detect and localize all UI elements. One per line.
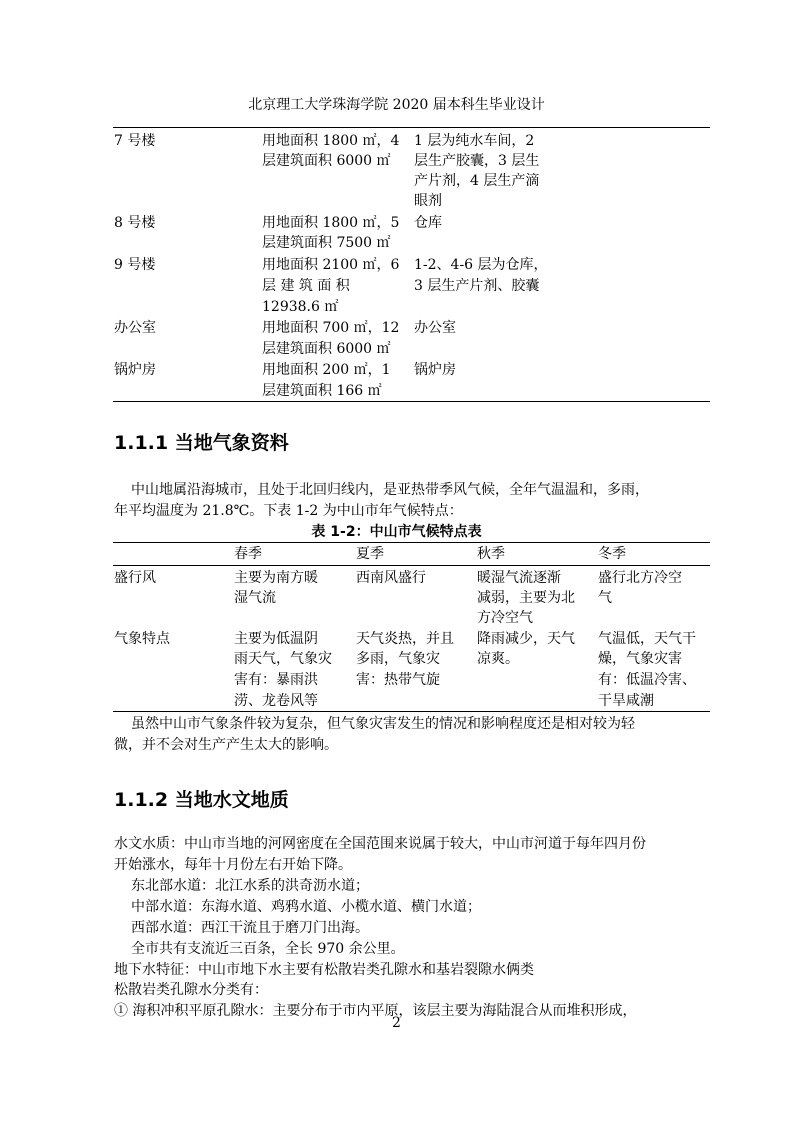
- table-bottom-rule: [113, 711, 710, 712]
- table-row-use: 仓库: [414, 215, 442, 231]
- table-cell: 湿气流: [234, 590, 276, 606]
- table-row-area: 12938.6 ㎡: [262, 299, 339, 315]
- page-number: 2: [392, 1015, 401, 1031]
- table-row-area: 层 建 筑 面 积: [262, 278, 350, 294]
- table-row-area: 用地面积 1800 ㎡，5: [262, 215, 400, 231]
- table-cell: 雨天气，气象灾: [234, 651, 332, 667]
- paragraph-line: 虽然中山市气象条件较为复杂，但气象灾害发生的情况和影响程度还是相对较为轻: [131, 716, 635, 732]
- paragraph-line: 开始涨水，每年十月份左右开始下降。: [114, 857, 352, 873]
- table-cell: 降雨减少，天气: [477, 631, 575, 647]
- table-row-area: 层建筑面积 7500 ㎡: [262, 235, 391, 251]
- table-cell: 干旱咸潮: [598, 693, 654, 709]
- table-row-area: 层建筑面积 6000 ㎡: [262, 341, 391, 357]
- table-cell: 多雨，气象灾: [356, 651, 440, 667]
- paragraph-line: 中山地属沿海城市，且处于北回归线内，是亚热带季风气候，全年气温温和，多雨，: [131, 482, 649, 498]
- section-heading: 1.1.2 当地水文地质: [114, 789, 289, 811]
- paragraph-line: 松散岩类孔隙水分类有：: [114, 982, 268, 998]
- paragraph-line: 地下水特征：中山市地下水主要有松散岩类孔隙水和基岩裂隙水俩类: [114, 962, 534, 978]
- section-heading: 1.1.1 当地气象资料: [114, 432, 289, 454]
- table-row-area: 用地面积 1800 ㎡，4: [262, 133, 400, 149]
- header-rule: [113, 565, 710, 566]
- paragraph-line: 中部水道：东海水道、鸡鸦水道、小榄水道、横门水道；: [131, 899, 481, 915]
- row-label: 盛行风: [114, 570, 156, 586]
- column-header: 秋季: [477, 546, 505, 562]
- table-row-area: 用地面积 200 ㎡，1: [262, 362, 391, 378]
- table-row-use: 眼剂: [414, 193, 442, 209]
- table-cell: 气: [598, 590, 612, 606]
- column-header: 冬季: [598, 546, 626, 562]
- paragraph-line: 水文水质：中山市当地的河网密度在全国范围来说属于较大，中山市河道于每年四月份: [114, 836, 646, 852]
- column-header: 春季: [234, 546, 262, 562]
- table-cell: 西南风盛行: [356, 570, 426, 586]
- table-cell: 暖湿气流逐渐: [477, 570, 561, 586]
- table-row-use: 办公室: [414, 320, 456, 336]
- table-cell: 燥，气象灾害: [598, 651, 682, 667]
- header-rule: [113, 127, 710, 128]
- paragraph-line: 年平均温度为 21.8℃。下表 1-2 为中山市年气候特点：: [114, 503, 463, 519]
- table-row-area: 用地面积 700 ㎡，12: [262, 320, 400, 336]
- table-top-rule: [113, 542, 710, 543]
- column-header: 夏季: [356, 546, 384, 562]
- paragraph-line: 全市共有支流近三百条，全长 970 余公里。: [131, 941, 405, 957]
- table-row-use: 1 层为纯水车间，2: [414, 133, 535, 149]
- table-row-area: 层建筑面积 6000 ㎡: [262, 153, 391, 169]
- table-cell: 气温低，天气干: [598, 631, 696, 647]
- table-row-area: 层建筑面积 166 ㎡: [262, 383, 382, 399]
- table-bottom-rule: [113, 401, 710, 402]
- table-row-use: 锅炉房: [414, 362, 456, 378]
- table-row-use: 3 层生产片剂、胶囊: [414, 278, 540, 294]
- table-cell: 减弱，主要为北: [477, 590, 575, 606]
- table-cell: 主要为南方暖: [234, 570, 318, 586]
- paragraph-line: ① 海积冲积平原孔隙水：主要分布于市内平原，该层主要为海陆混合从而堆积形成，: [114, 1003, 637, 1019]
- table-cell: 盛行北方冷空: [598, 570, 682, 586]
- table-row-name: 办公室: [114, 320, 156, 336]
- table-row-use: 1-2、4-6 层为仓库，: [414, 257, 548, 273]
- table-row-area: 用地面积 2100 ㎡，6: [262, 257, 400, 273]
- table-cell: 害有：暴雨洪: [234, 672, 318, 688]
- table-cell: 害：热带气旋: [356, 672, 440, 688]
- table-cell: 主要为低温阴: [234, 631, 318, 647]
- table-row-use: 层生产胶囊，3 层生: [414, 153, 540, 169]
- table-row-name: 9 号楼: [114, 257, 156, 273]
- paragraph-line: 微，并不会对生产产生太大的影响。: [114, 737, 338, 753]
- table-row-name: 锅炉房: [114, 362, 156, 378]
- table-cell: 方冷空气: [477, 610, 533, 626]
- row-label: 气象特点: [114, 631, 170, 647]
- table-cell: 天气炎热，并且: [356, 631, 454, 647]
- table-cell: 涝、龙卷风等: [234, 693, 318, 709]
- table-cell: 凉爽。: [477, 651, 519, 667]
- table-row-name: 8 号楼: [114, 215, 156, 231]
- table-row-use: 产片剂，4 层生产滴: [414, 173, 540, 189]
- table-cell: 有：低温冷害、: [598, 672, 696, 688]
- paragraph-line: 东北部水道：北江水系的洪奇沥水道；: [131, 878, 369, 894]
- table-row-name: 7 号楼: [114, 133, 156, 149]
- page-header: 北京理工大学珠海学院 2020 届本科生毕业设计: [248, 97, 545, 113]
- table-caption: 表 1-2：中山市气候特点表: [311, 524, 482, 540]
- paragraph-line: 西部水道：西江干流且于磨刀门出海。: [131, 920, 369, 936]
